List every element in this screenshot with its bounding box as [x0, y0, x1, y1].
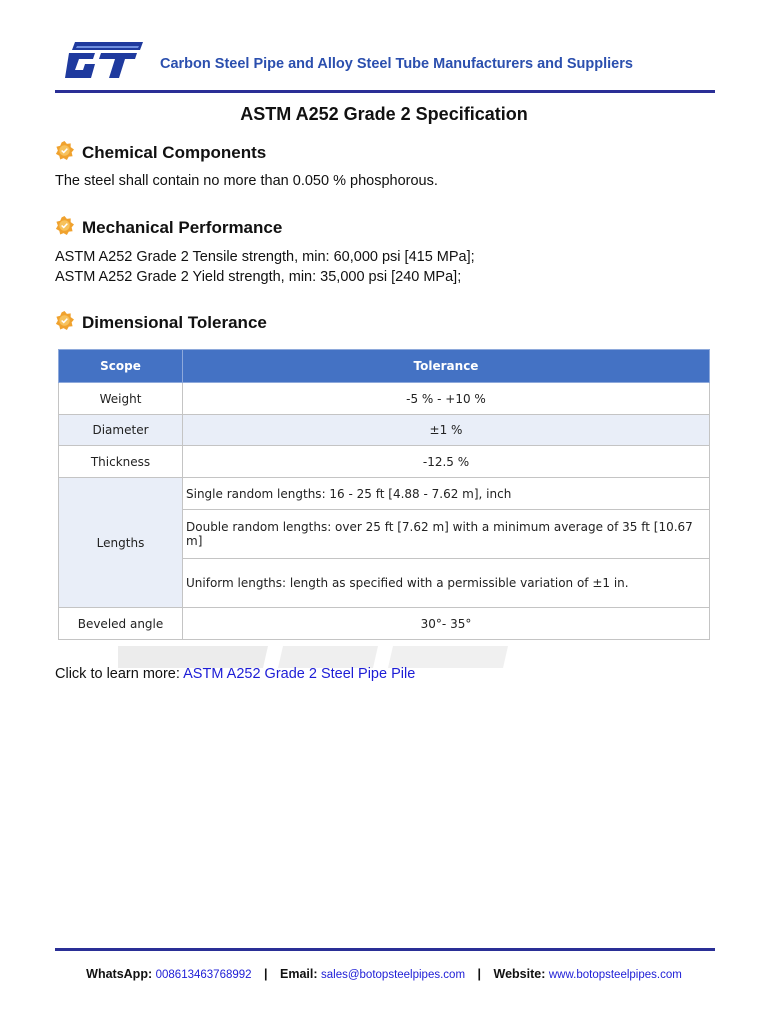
tolerance-table	[58, 349, 710, 640]
table-row	[59, 608, 710, 640]
tolerance-cell: Double random lengths: over 25 ft [7.62 m] with a minimum average of 35 ft [10.67 m]	[183, 510, 710, 559]
seal-check-icon	[55, 141, 74, 160]
email-label: Email:	[280, 967, 318, 981]
page-footer	[0, 967, 768, 981]
learn-more-prefix: Click to learn more:	[55, 666, 184, 682]
scope-cell: Weight	[59, 383, 183, 415]
scope-cell: Diameter	[59, 415, 183, 446]
scope-cell: Lengths	[59, 478, 183, 608]
scope-cell: Thickness	[59, 446, 183, 478]
website-link[interactable]: www.botopsteelpipes.com	[548, 969, 682, 981]
chemical-text	[55, 171, 438, 191]
table-row	[59, 478, 710, 510]
section-chemical-heading	[55, 143, 266, 163]
table-row	[59, 415, 710, 446]
section-mechanical-heading	[55, 218, 282, 238]
tolerance-cell: -5 % - +10 %	[183, 383, 710, 415]
learn-more-line	[55, 666, 415, 682]
scope-cell: Beveled angle	[59, 608, 183, 640]
tolerance-cell: Uniform lengths: length as specified with a permissible variation of ±1 in.	[183, 559, 710, 608]
mechanical-text	[55, 247, 475, 287]
tolerance-cell: Single random lengths: 16 - 25 ft [4.88 - 7.62 m], inch	[183, 478, 710, 510]
footer-divider	[55, 948, 715, 951]
footer-separator: |	[477, 967, 482, 981]
watermark-logo	[118, 642, 508, 668]
paragraph-line: The steel shall contain no more than 0.050 % phosphorous.	[55, 173, 438, 189]
section-title: Mechanical Performance	[82, 218, 283, 237]
table-header-row	[59, 350, 710, 383]
table-row	[59, 383, 710, 415]
section-dimensional-heading	[55, 313, 267, 333]
column-header-tolerance: Tolerance	[183, 350, 710, 383]
tolerance-cell: -12.5 %	[183, 446, 710, 478]
header-tagline: Carbon Steel Pipe and Alloy Steel Tube Manufacturers and Suppliers	[160, 56, 633, 72]
learn-more-link[interactable]: ASTM A252 Grade 2 Steel Pipe Pile	[183, 666, 416, 682]
column-header-scope: Scope	[59, 350, 183, 383]
tolerance-cell: ±1 %	[183, 415, 710, 446]
section-title: Chemical Components	[82, 143, 267, 162]
paragraph-line: ASTM A252 Grade 2 Tensile strength, min: 60,000 psi [415 MPa];	[55, 249, 475, 265]
company-logo	[65, 36, 143, 82]
paragraph-line: ASTM A252 Grade 2 Yield strength, min: 35,000 psi [240 MPa];	[55, 269, 462, 285]
header-divider	[55, 90, 715, 93]
page-header	[55, 36, 715, 92]
email-link[interactable]: sales@botopsteelpipes.com	[321, 969, 466, 981]
whatsapp-number[interactable]: 008613463768992	[155, 969, 252, 981]
seal-check-icon	[55, 311, 74, 330]
section-title: Dimensional Tolerance	[82, 313, 267, 332]
website-label: Website:	[493, 967, 546, 981]
footer-separator: |	[264, 967, 268, 981]
seal-check-icon	[55, 216, 74, 235]
tolerance-cell: 30°- 35°	[183, 608, 710, 640]
table-row	[59, 446, 710, 478]
page-title: ASTM A252 Grade 2 Specification	[240, 104, 528, 124]
whatsapp-label: WhatsApp:	[86, 967, 153, 981]
